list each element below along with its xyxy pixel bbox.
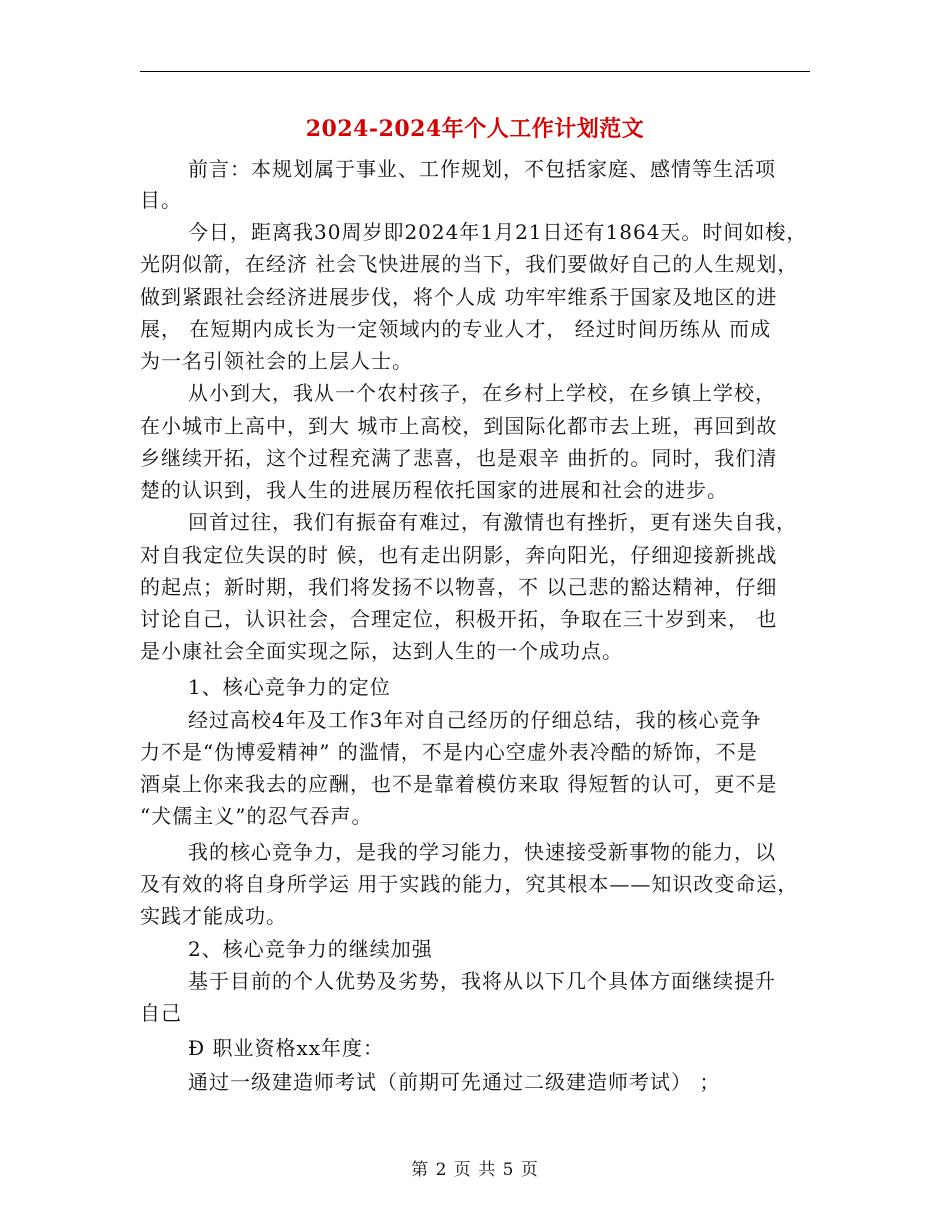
- body-line: 酒桌上你来我去的应酬，也不是靠着模仿来取 得短暂的认可，更不是: [140, 772, 778, 796]
- header-rule: [140, 71, 810, 72]
- body-line: 前言：本规划属于事业、工作规划，不包括家庭、感情等生活项: [188, 157, 776, 181]
- body-line: 光阴似箭，在经济 社会飞快进展的当下，我们要做好自己的人生规划，: [140, 252, 799, 276]
- body-line: 经过高校4年及工作3年对自己经历的仔细总结，我的核心竞争: [188, 708, 762, 732]
- body-line: 乡继续开拓，这个过程充满了悲喜，也是艰辛 曲折的。同时，我们清: [140, 446, 778, 470]
- body-line: 今日，距离我30周岁即2024年1月21日还有1864天。时间如梭，: [188, 220, 808, 244]
- body-line: “犬儒主义”的忍气吞声。: [140, 804, 373, 828]
- body-line: 是小康社会全面实现之际，达到人生的一个成功点。: [140, 639, 623, 663]
- body-line: 自己: [140, 1001, 182, 1025]
- body-line: 及有效的将自身所学运 用于实践的能力，究其根本——知识改变命运，: [140, 872, 799, 896]
- body-line: 目。: [140, 188, 182, 212]
- body-line: 对自我定位失误的时 候，也有走出阴影，奔向阳光，仔细迎接新挑战: [140, 543, 778, 567]
- body-line: 实践才能成功。: [140, 904, 287, 928]
- body-line: 讨论自己，认识社会，合理定位，积极开拓，争取在三十岁到来， 也: [140, 607, 778, 631]
- body-line: 回首过往，我们有振奋有难过，有激情也有挫折，更有迷失自我，: [188, 510, 797, 534]
- body-line: 力不是“伪博爱精神” 的滥情，不是内心空虚外表冷酷的矫饰，不是: [140, 740, 758, 764]
- body-line: 展， 在短期内成长为一定领域内的专业人才， 经过时间历练从 而成: [140, 317, 772, 341]
- body-line: 从小到大，我从一个农村孩子，在乡村上学校，在乡镇上学校，: [188, 381, 776, 405]
- body-line: 我的核心竞争力，是我的学习能力，快速接受新事物的能力，以: [188, 840, 776, 864]
- page-number: 第 2 页 共 5 页: [411, 1160, 539, 1180]
- body-line: 楚的认识到，我人生的进展历程依托国家的进展和社会的进步。: [140, 478, 728, 502]
- body-line: 的起点；新时期，我们将发扬不以物喜，不 以己悲的豁达精神，仔细: [140, 575, 778, 599]
- body-line: 为一名引领社会的上层人士。: [140, 349, 413, 373]
- body-line: 在小城市上高中，到大 城市上高校，到国际化都市去上班，再回到故: [140, 414, 778, 438]
- body-line: 基于目前的个人优势及劣势，我将从以下几个具体方面继续提升: [188, 969, 776, 993]
- body-line: 做到紧跟社会经济进展步伐，将个人成 功牢牢维系于国家及地区的进: [140, 285, 778, 309]
- body-line: 通过一级建造师考试（前期可先通过二级建造师考试） ；: [188, 1070, 721, 1094]
- section-heading: 1、核心竞争力的定位: [188, 675, 391, 699]
- document-title: 2024-2024年个人工作计划范文: [305, 116, 645, 142]
- list-item: Ð 职业资格xx年度：: [188, 1036, 385, 1060]
- section-heading: 2、核心竞争力的继续加强: [188, 937, 433, 961]
